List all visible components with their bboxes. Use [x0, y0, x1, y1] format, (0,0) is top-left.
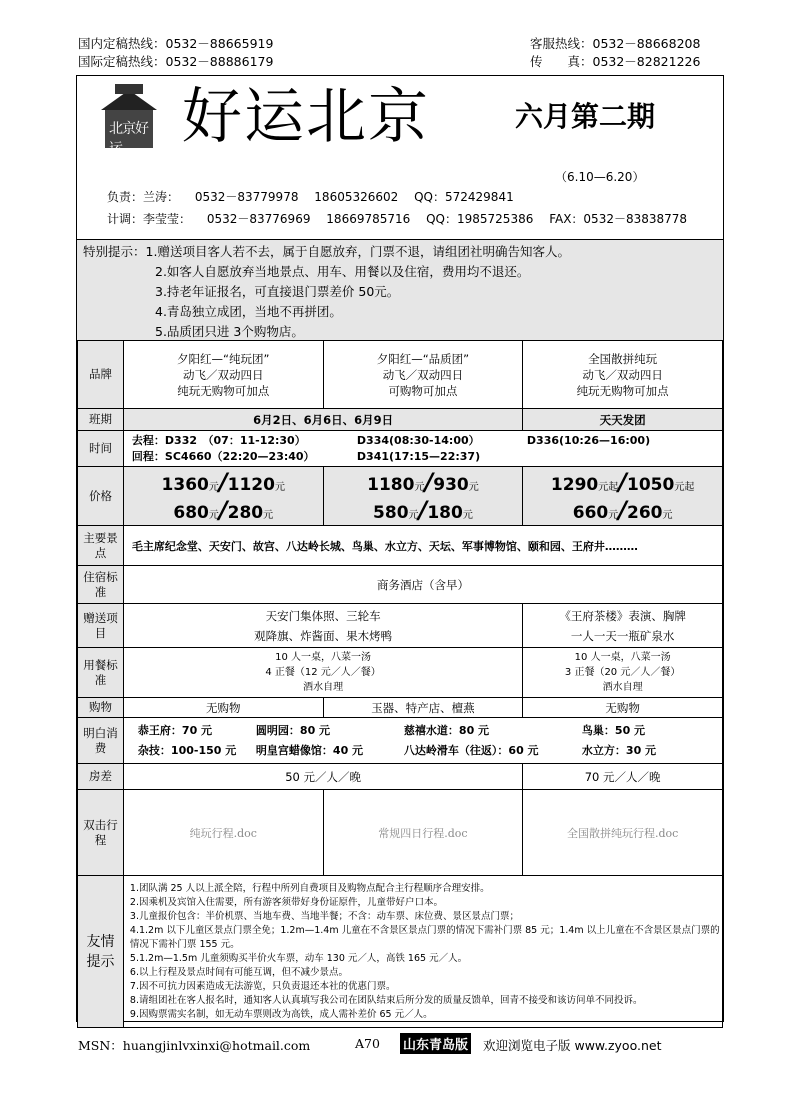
- note-item: 9.因购票需实名制，如无动车票则改为高铁，成人需补差价 65 元／人。: [129, 1008, 433, 1020]
- brand-cell: 夕阳红—“纯玩团” 动飞／双动四日 纯玩无购物可加点: [123, 341, 323, 409]
- special-tips: [77, 239, 723, 340]
- service-hotlines: [530, 35, 700, 71]
- note-item: 6.以上行程及景点时间有可能互调，但不减少景点。: [129, 966, 348, 978]
- itinerary-doc-link[interactable]: 纯玩行程.doc: [123, 790, 323, 876]
- room-row: [78, 764, 723, 790]
- notes-cell: [123, 876, 722, 1028]
- notes-row: [78, 876, 723, 1028]
- shop-cell: 无购物: [123, 698, 323, 718]
- shop-row: [78, 698, 723, 718]
- row-label: 时间: [78, 431, 124, 467]
- note-item: 7.因不可抗力因素造成无法游览，只负责退还本社的优惠门票。: [129, 980, 396, 992]
- meal-row: [78, 648, 723, 698]
- gift-cell: 天安门集体照、三轮车 观降旗、炸酱面、果木烤鸭: [123, 604, 522, 648]
- row-label: 友情提示: [78, 876, 124, 1028]
- brand-cell: 全国散拼纯玩 动飞／双动四日 纯玩无购物可加点: [523, 341, 723, 409]
- row-label: 品牌: [78, 341, 124, 409]
- sights-row: [78, 526, 723, 566]
- brand-cell: 夕阳红—“品质团” 动飞／双动四日 可购物可加点: [323, 341, 523, 409]
- row-label: 赠送项目: [78, 604, 124, 648]
- room-cell: 70 元／人／晚: [523, 764, 723, 790]
- gift-cell: 《王府茶楼》表演、胸牌 一人一天一瓶矿泉水: [523, 604, 723, 648]
- domestic-hotlines: [78, 35, 273, 71]
- tour-table: [77, 340, 723, 1028]
- domestic-hotline: 国内定稿热线：0532－88665919: [78, 36, 274, 51]
- hotel-cell: 商务酒店（含早）: [123, 566, 722, 604]
- sights-cell: 毛主席纪念堂、天安门、故宫、八达岭长城、鸟巢、水立方、天坛、军事博物馆、颐和园、王府井………: [123, 526, 722, 566]
- page-title: 好运北京: [182, 82, 430, 152]
- contact-manager: [107, 188, 526, 206]
- meal-cell: 10 人一桌，八菜一汤 4 正餐（12 元／人／餐） 酒水自理: [123, 648, 522, 698]
- row-label: 价格: [78, 467, 124, 526]
- row-label: 双击行程: [78, 790, 124, 876]
- schedule-cell: 天天发团: [523, 409, 723, 431]
- price-cell: 1290元起/1050元起 660元/260元: [523, 467, 723, 526]
- extra-cell: 恭王府：70 元 圆明园：80 元 慈禧水道：80 元 鸟巢：50 元 杂技：100-150 元 明皇宫蜡像馆：40 元 八达岭滑车（往返）：60 元 水立方：30 元: [123, 718, 722, 764]
- time-cell: 去程：D332 （07：11-12:30） D334(08:30-14:00） D336(10:26—16:00) 回程：SC4660（22:20—23:40） D341(17:15—22:37): [123, 431, 722, 467]
- row-label: 购物: [78, 698, 124, 718]
- extra-row: [78, 718, 723, 764]
- brand-row: [78, 341, 723, 409]
- schedule-cell: 6月2日、6月6日、6月9日: [123, 409, 522, 431]
- contact-phone: 0532－83779978: [194, 190, 299, 204]
- tip-item: 特别提示：1.赠送项目客人若不去，属于自愿放弃，门票不退，请组团社明确告知客人。: [83, 244, 570, 259]
- shop-cell: 无购物: [523, 698, 723, 718]
- service-hotline: 客服热线：0532－88668208: [530, 36, 701, 51]
- edition-badge: 山东青岛版: [400, 1033, 471, 1054]
- tip-item: 2.如客人自愿放弃当地景点、用车、用餐以及住宿，费用均不退还。: [155, 264, 530, 279]
- row-label: 房差: [78, 764, 124, 790]
- meal-cell: 10 人一桌，八菜一汤 3 正餐（20 元／人／餐） 酒水自理: [523, 648, 723, 698]
- contact-mobile: 18605326602: [314, 190, 399, 204]
- note-item: 8.请组团社在客人报名时，通知客人认真填写我公司在团队结束后所分发的质量反馈单，回青不接受和该访问单不同投诉。: [129, 994, 643, 1006]
- contact-fax: FAX：0532－83838778: [549, 212, 688, 226]
- logo: [101, 84, 157, 157]
- page-number: A70: [355, 1036, 380, 1051]
- tip-item: 3.持老年证报名，可直接退门票差价 50元。: [155, 284, 400, 299]
- row-label: 用餐标准: [78, 648, 124, 698]
- row-label: 班期: [78, 409, 124, 431]
- fax-line: 传 真：0532－82821226: [530, 54, 701, 69]
- contact-phone: 0532－83776969: [206, 212, 311, 226]
- page-frame: [76, 75, 724, 1022]
- note-item: 3.儿童报价包含：半价机票、当地车费、当地半餐；不含：动车票、床位费、景区景点门票；: [129, 910, 519, 922]
- issue-label: 六月第二期: [515, 100, 656, 133]
- date-range: （6.10—6.20）: [555, 170, 645, 184]
- row-label: 主要景点: [78, 526, 124, 566]
- row-label: 住宿标准: [78, 566, 124, 604]
- contact-qq: QQ：572429841: [414, 190, 514, 204]
- tips-label: 特别提示：: [83, 244, 146, 259]
- note-item: 4.1.2m 以下儿童区景点门票全免；1.2m—1.4m 儿童在不含景区景点门票的情况下需补门票 85 元；1.4m 以上儿童在不含景区景点门票的情况下需补门票 155 元。: [129, 924, 720, 950]
- gift-row: [78, 604, 723, 648]
- contact-mobile: 18669785716: [326, 212, 411, 226]
- note-item: 1.团队满 25 人以上派全陪，行程中所列自费项目及购物点配合主行程顺序合理安排。: [129, 882, 490, 894]
- tip-item: 5.品质团只进 3个购物店。: [155, 324, 304, 339]
- contact-role: 负责：兰涛：: [107, 190, 180, 204]
- itinerary-doc-link[interactable]: 常规四日行程.doc: [323, 790, 523, 876]
- website-text: 欢迎浏览电子版 www.zyoo.net: [483, 1038, 662, 1053]
- room-cell: 50 元／人／晚: [123, 764, 522, 790]
- note-item: 5.1.2m—1.5m 儿童须购买半价火车票，动车 130 元／人，高铁 165 元／人。: [129, 952, 468, 964]
- price-cell: 1180元/930元 580元/180元: [323, 467, 523, 526]
- hotel-row: [78, 566, 723, 604]
- time-row: [78, 431, 723, 467]
- logo-text: 北京好运: [109, 121, 148, 157]
- contact-planner: [107, 210, 699, 228]
- msn-contact: MSN：huangjinlvxinxi@hotmail.com: [78, 1038, 311, 1053]
- price-cell: 1360元/1120元 680元/280元: [123, 467, 323, 526]
- note-item: 2.因乘机及宾馆入住需要，所有游客须带好身份证原件，儿童带好户口本。: [129, 896, 443, 908]
- row-label: 明白消费: [78, 718, 124, 764]
- tip-item: 4.青岛独立成团，当地不再拼团。: [155, 304, 342, 319]
- contact-role: 计调：李莹莹：: [107, 212, 192, 226]
- price-row: [78, 467, 723, 526]
- docs-row: [78, 790, 723, 876]
- itinerary-doc-link[interactable]: 全国散拼纯玩行程.doc: [523, 790, 723, 876]
- contact-qq: QQ：1985725386: [426, 212, 534, 226]
- shop-cell: 玉器、特产店、檀燕: [323, 698, 523, 718]
- international-hotline: 国际定稿热线：0532－88886179: [78, 54, 274, 69]
- schedule-row: [78, 409, 723, 431]
